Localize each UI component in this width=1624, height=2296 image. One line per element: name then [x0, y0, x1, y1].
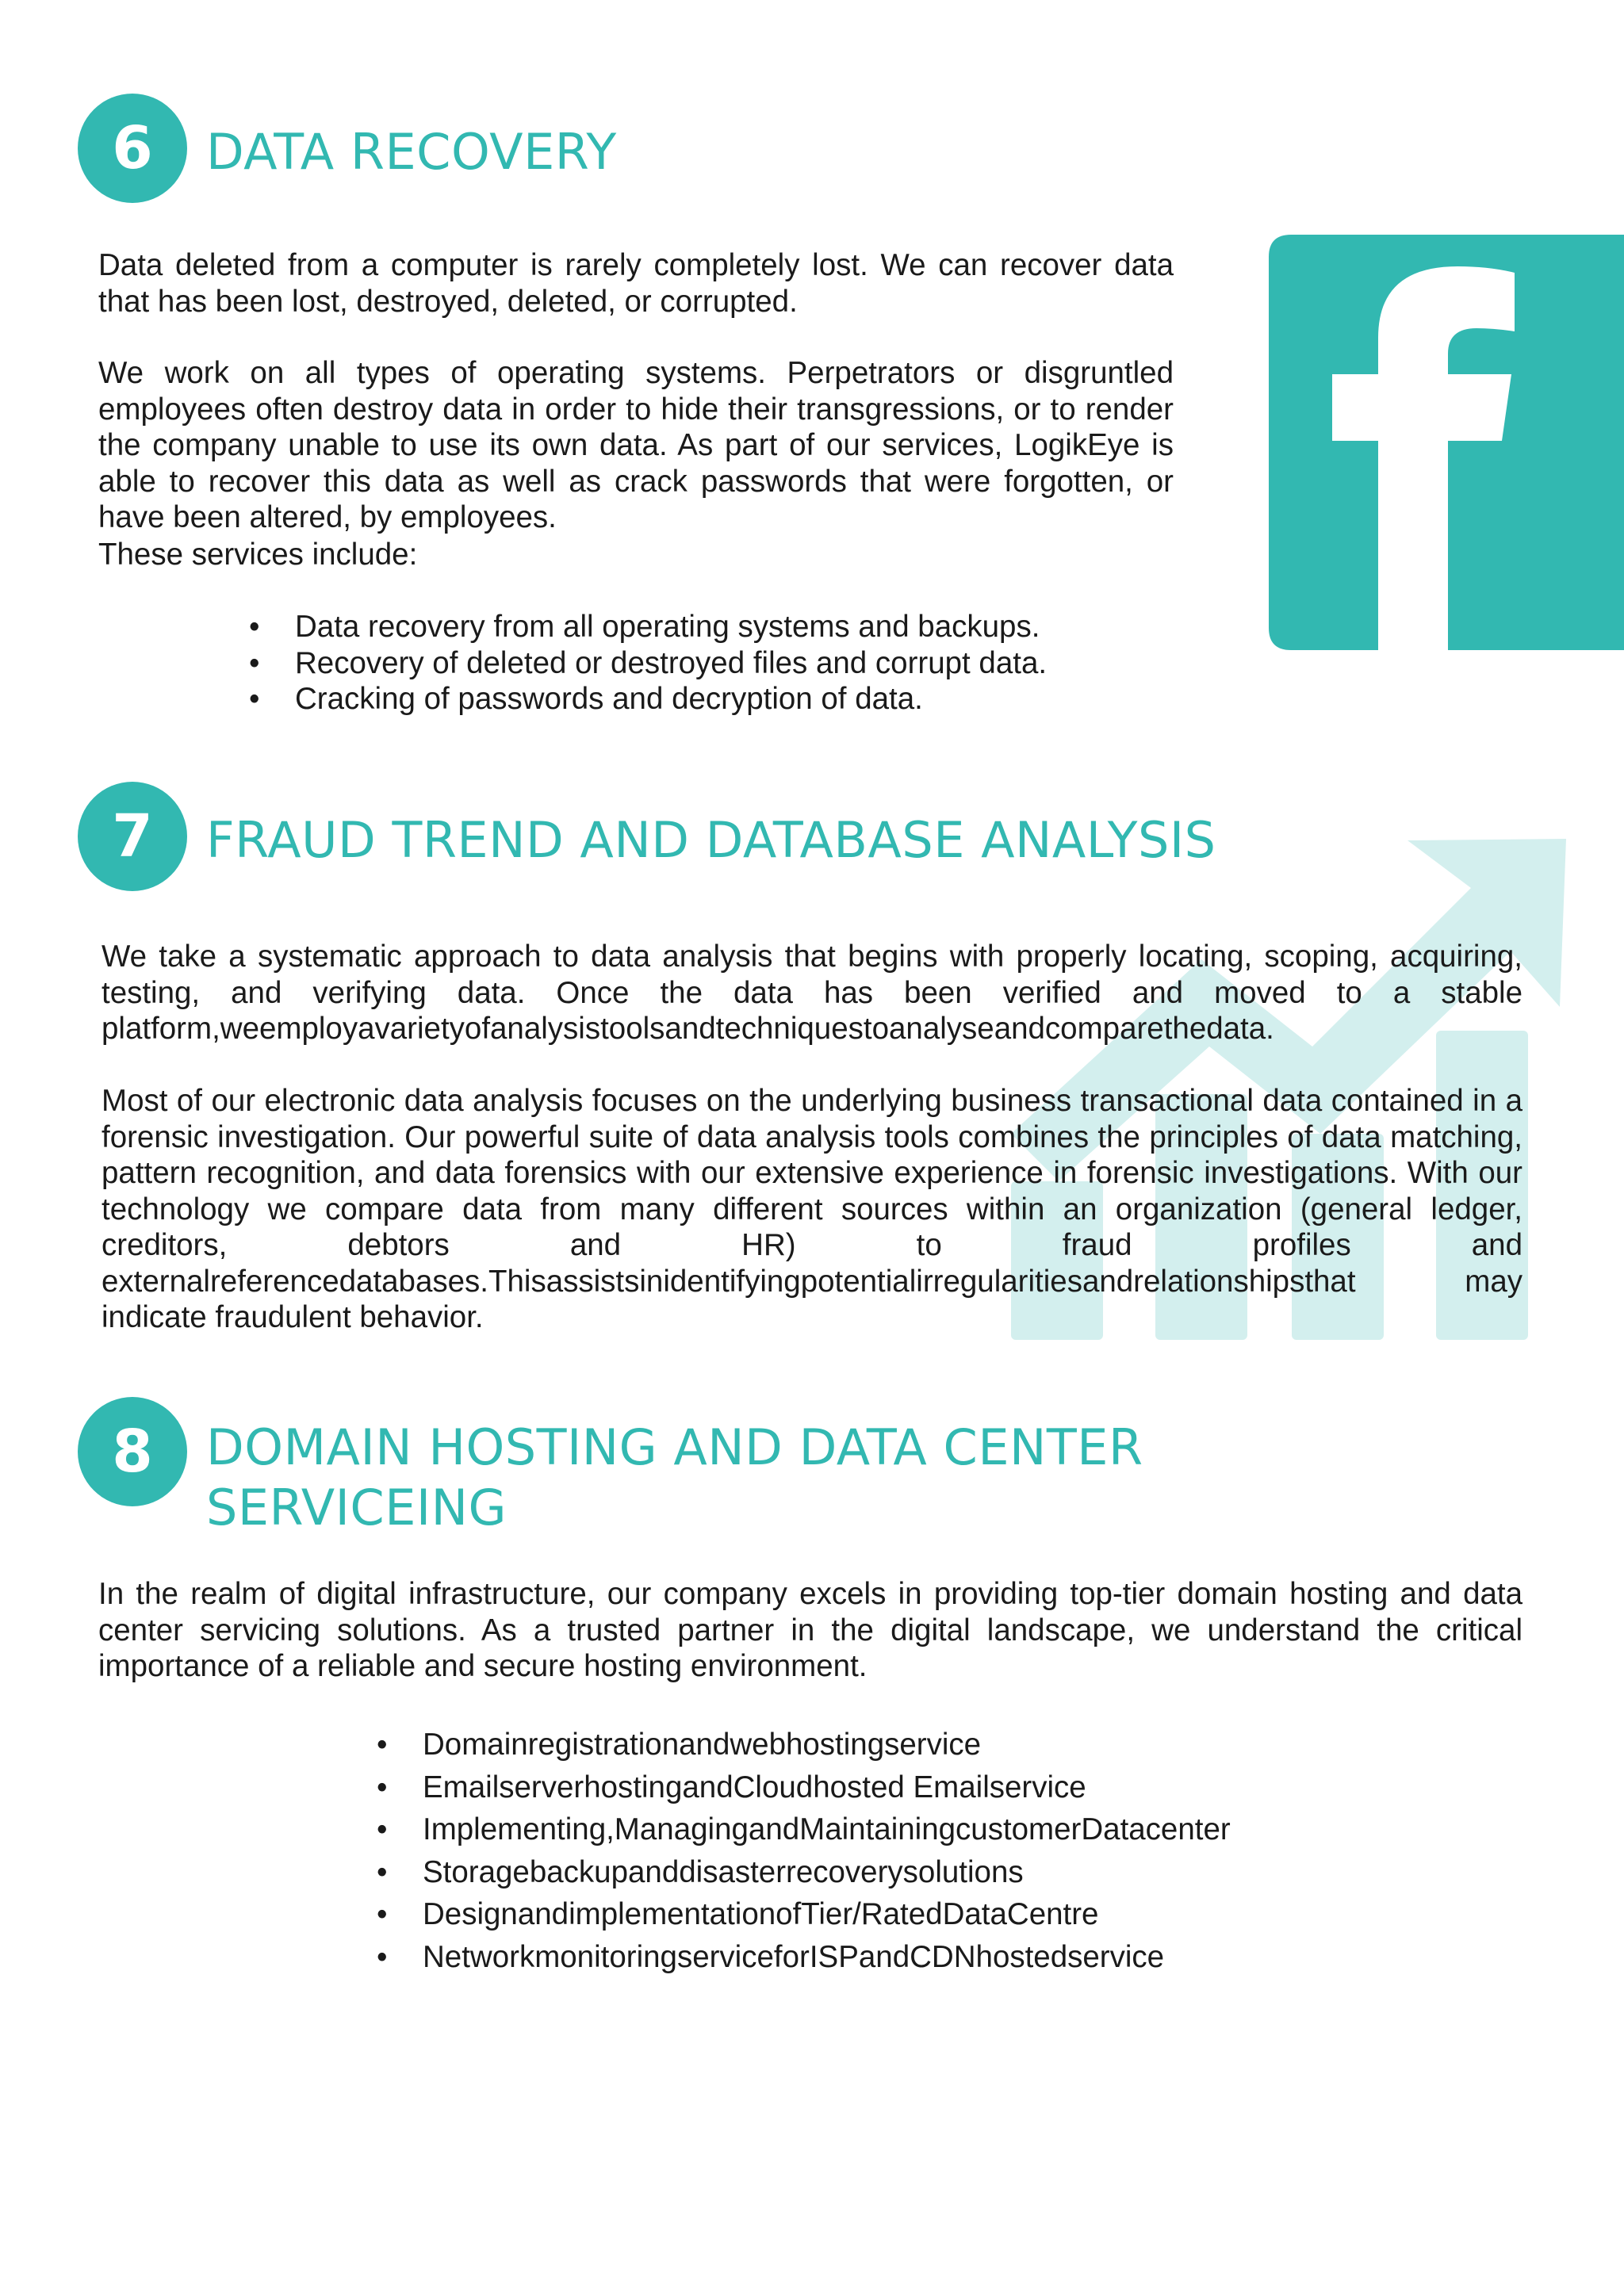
list-item: [249, 609, 1047, 645]
list-item-text: EmailserverhostingandCloudhosted Emailservice: [423, 1770, 1086, 1804]
list-item: [377, 1808, 1231, 1851]
list-item-text: Implementing,ManagingandMaintainingcustomerDatacenter: [423, 1812, 1231, 1846]
list-item: [377, 1766, 1231, 1809]
bullet-glyph: •: [249, 682, 260, 716]
list-item: [249, 681, 1047, 718]
bullet-glyph: •: [377, 1812, 388, 1846]
section-paragraph: These services include:: [98, 538, 418, 572]
section-paragraph: We work on all types of operating systems. Perpetrators or disgruntled employees often destroy data in order to hide their transgressions, or to render the company unable to use its own data. As part of our services, LogikEye is able to recover this data as well as crack passwords that were forgotten, or have been altered, by employees.: [98, 356, 1174, 534]
section-paragraph: We take a systematic approach to data analysis that begins with properly locating, scoping, acquiring, testing, and verifying data. Once the data has been verified and moved to a stable platform,weemployavarietyofanalysistoolsandtechniquestoanalyseandcomparethedata.: [102, 939, 1522, 1046]
section-number-badge: 8: [78, 1397, 187, 1506]
list-item-text: Recovery of deleted or destroyed files and corrupt data.: [295, 645, 1048, 680]
list-item: [249, 645, 1047, 682]
section-title: DATA RECOVERY: [206, 123, 617, 181]
section-number-badge: 6: [78, 94, 187, 203]
list-item: [377, 1893, 1231, 1936]
section-paragraph: In the realm of digital infrastructure, our company excels in providing top-tier domain hosting and data center servicing solutions. As a trusted partner in the digital landscape, we understand the critical importance of a reliable and secure hosting environment.: [98, 1577, 1522, 1683]
bullet-list: [377, 1724, 1231, 1978]
list-item-text: Data recovery from all operating systems and backups.: [295, 610, 1040, 644]
list-item: [377, 1724, 1231, 1766]
section-paragraph: Data deleted from a computer is rarely completely lost. We can recover data that has been lost, destroyed, deleted, or corrupted.: [98, 248, 1174, 319]
list-item-text: Cracking of passwords and decryption of data.: [295, 682, 923, 716]
section-title-continued: SERVICEING: [206, 1479, 508, 1536]
bullet-glyph: •: [249, 645, 260, 680]
list-item-text: NetworkmonitoringserviceforISPandCDNhostedservice: [423, 1939, 1165, 1974]
list-item: [377, 1851, 1231, 1894]
bullet-list: [249, 609, 1047, 718]
section-paragraph: Most of our electronic data analysis focuses on the underlying business transactional data contained in a forensic investigation. Our powerful suite of data analysis tools combines the principles of data matching, pattern recognition, and data forensics with our extensive experience in forensic investigations. With our technology we compare data from many different sources within an organization (general ledger, creditors, debtors and HR) to fraud profiles and externalreferencedatabases.Thisassistsinidentifyingpotentialirregularitiesandrelationshipsthat may indicate fraudulent behavior.: [102, 1084, 1522, 1334]
bullet-glyph: •: [377, 1770, 388, 1804]
list-item-text: Domainregistrationandwebhostingservice: [423, 1728, 982, 1762]
list-item-text: Storagebackupanddisasterrecoverysolutions: [423, 1854, 1024, 1889]
bullet-glyph: •: [377, 1728, 388, 1762]
section-title: DOMAIN HOSTING AND DATA CENTER: [206, 1418, 1143, 1476]
bullet-glyph: •: [377, 1939, 388, 1974]
section-title: FRAUD TREND AND DATABASE ANALYSIS: [206, 811, 1216, 869]
list-item: [377, 1936, 1231, 1979]
section-number-badge: 7: [78, 782, 187, 891]
bullet-glyph: •: [377, 1897, 388, 1931]
list-item-text: DesignandimplementationofTier/RatedDataCentre: [423, 1897, 1099, 1931]
facebook-icon: [1269, 235, 1624, 650]
bullet-glyph: •: [249, 610, 260, 644]
bullet-glyph: •: [377, 1854, 388, 1889]
